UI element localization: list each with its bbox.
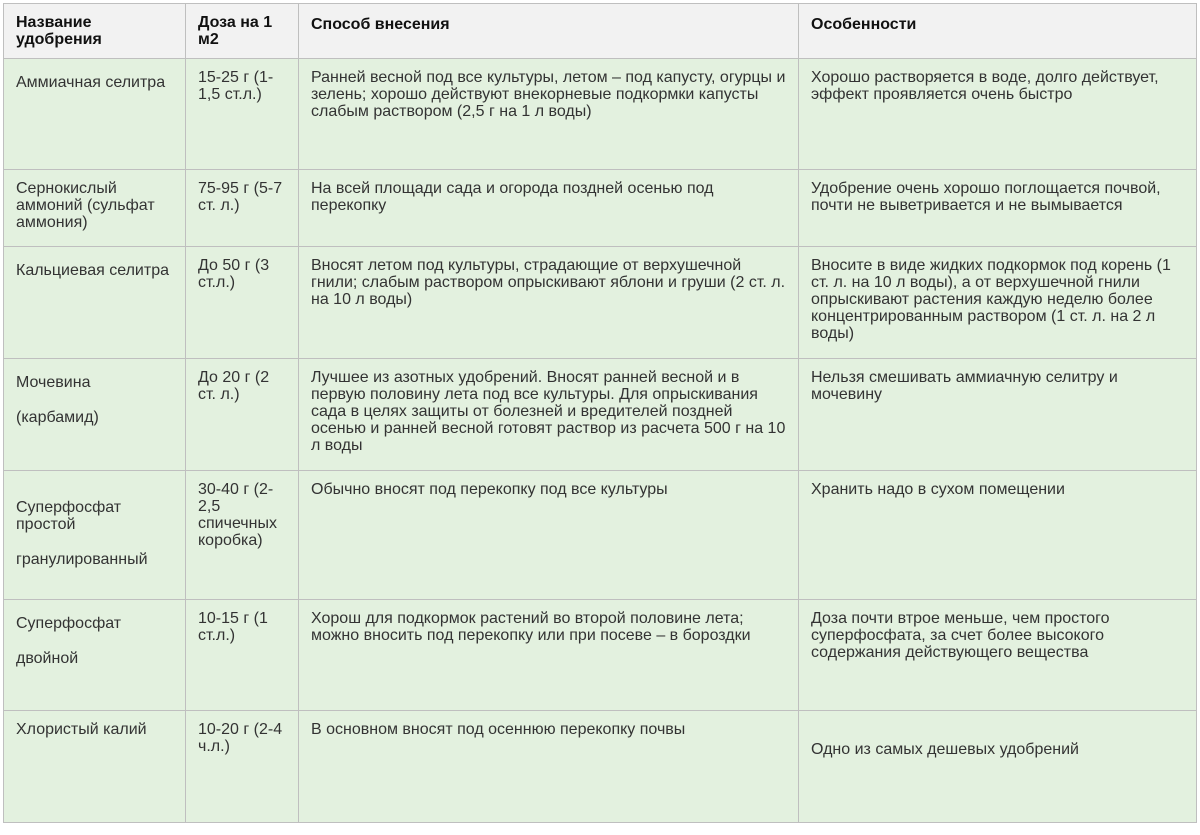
fertilizer-name-line-1: Суперфосфат простой [16, 499, 122, 533]
fertilizer-method: На всей площади сада и огорода поздней осенью под перекопку [299, 170, 799, 247]
fertilizer-dose: 10-15 г (1 ст.л.) [186, 600, 299, 711]
fertilizer-notes: Вносите в виде жидких подкормок под корень (1 ст. л. на 10 л воды), а от верхушечной гнили опрыскивают растения каждую неделю более концентрированным раствором (1 ст. л. на 2 л воды) [799, 247, 1197, 359]
fertilizer-method: Обычно вносят под перекопку под все культуры [299, 471, 799, 600]
fertilizer-notes: Хорошо растворяется в воде, долго действует, эффект проявляется очень быстро [799, 59, 1197, 170]
fertilizer-method: Вносят летом под культуры, страдающие от верхушечной гнили; слабым раствором опрыскивают яблони и груши (2 ст. л. на 10 л воды) [299, 247, 799, 359]
fertilizer-name: Кальциевая селитра [4, 247, 186, 359]
fertilizer-method: Ранней весной под все культуры, летом – под капусту, огурцы и зелень; хорошо действуют внекорневые подкормки капусты слабым раствором (2,5 г на 1 л воды) [299, 59, 799, 170]
table-row [4, 471, 1197, 600]
fertilizer-dose: 15-25 г (1-1,5 ст.л.) [186, 59, 299, 170]
fertilizer-dose: 30-40 г (2-2,5 спичечных коробка) [186, 471, 299, 600]
fertilizer-name: Аммиачная селитра [4, 59, 186, 170]
fertilizer-name: Суперфосфат двойной [4, 600, 186, 711]
fertilizer-method: В основном вносят под осеннюю перекопку почвы [299, 711, 799, 823]
fertilizer-name: Сернокислый аммоний (сульфат аммония) [4, 170, 186, 247]
fertilizer-dose: 10-20 г (2-4 ч.л.) [186, 711, 299, 823]
header-method: Способ внесения [299, 4, 799, 59]
fertilizer-notes: Доза почти втрое меньше, чем простого суперфосфата, за счет более высокого содержания действующего вещества [799, 600, 1197, 711]
fertilizer-method: Лучшее из азотных удобрений. Вносят ранней весной и в первую половину лета под все культуры. Для опрыскивания сада в целях защиты от болезней и вредителей поздней осенью и ранней весной готовят раствор из расчета 500 г на 10 л воды [299, 359, 799, 471]
header-notes: Особенности [799, 4, 1197, 59]
table-row [4, 59, 1197, 170]
table-row [4, 600, 1197, 711]
fertilizer-notes: Нельзя смешивать аммиачную селитру и мочевину [799, 359, 1197, 471]
table-row [4, 170, 1197, 247]
table-row [4, 247, 1197, 359]
fertilizer-notes: Одно из самых дешевых удобрений [799, 711, 1197, 823]
fertilizer-dose: До 20 г (2 ст. л.) [186, 359, 299, 471]
table-row [4, 359, 1197, 471]
header-name: Название удобрения [4, 4, 186, 59]
table-header-row [4, 4, 1197, 59]
header-dose: Доза на 1 м2 [186, 4, 299, 59]
fertilizer-name [4, 471, 186, 600]
fertilizer-notes: Удобрение очень хорошо поглощается почвой, почти не выветривается и не вымывается [799, 170, 1197, 247]
fertilizer-name: Мочевина (карбамид) [4, 359, 186, 471]
fertilizer-table [3, 3, 1197, 823]
table-row [4, 711, 1197, 823]
fertilizer-method: Хорош для подкормок растений во второй половине лета; можно вносить под перекопку или при посеве – в бороздки [299, 600, 799, 711]
fertilizer-notes: Хранить надо в сухом помещении [799, 471, 1197, 600]
fertilizer-name-line-2: гранулированный [16, 551, 148, 568]
fertilizer-name: Хлористый калий [4, 711, 186, 823]
fertilizer-dose: 75-95 г (5-7 ст. л.) [186, 170, 299, 247]
fertilizer-dose: До 50 г (3 ст.л.) [186, 247, 299, 359]
